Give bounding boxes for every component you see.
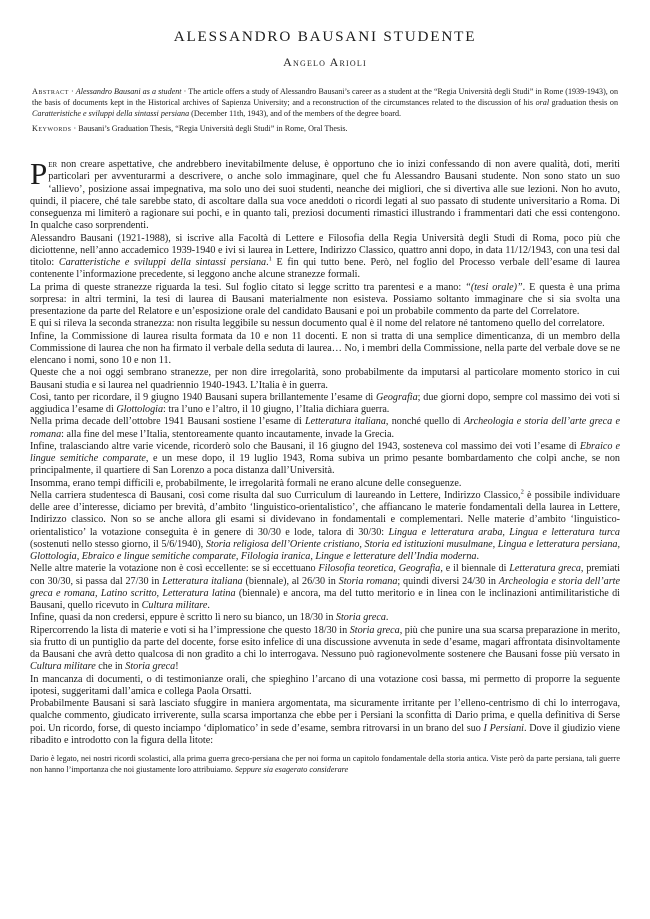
paragraph-text: ! xyxy=(175,661,179,673)
paragraph-text: . xyxy=(476,551,479,562)
paragraph xyxy=(30,416,620,441)
paragraph-text: ; due giorni dopo, sempre col massimo dei voti si aggiudica l’esame di xyxy=(30,391,620,415)
paragraph-text: Nelle altre materie la votazione non è così eccellente: se si eccettuano xyxy=(30,563,319,575)
italic-text: Filosofia teoretica, Geografia xyxy=(318,563,441,575)
thesis-title: Caratteristiche e sviluppi della sintassi persiana xyxy=(58,257,267,268)
paragraph xyxy=(30,698,620,747)
paragraph-text: non creare aspettative, che andrebbero inevitabilmente deluse, è opportuno che io inizi confessando di non avere qualità, doti, meriti particolari per avventurarmi a descrivere, o anche solo immaginare, quel che fu Alessandro Bausani studente. Non sono stato un suo ‘allievo’, posizione assai impegnativa, ma solo uno dei suoi studenti, neanche dei migliori, che si divertiva alle sue lezioni. Non ho avuto, quindi, il piacere, ché tale sarebbe stato, di ascoltare dalla sua voce aneddoti o ricordi legati al suo passato di studente universitario a Roma. Di conseguenza mi limiterò a ragionare sui pochi, e in quanto tali, preziosi documenti rimastici illustrando i frammentari dati che essi contengono. In qualche caso sorprendenti. xyxy=(30,159,620,232)
paragraph-text: (biennale) e ancora, ma del tutto meritorio e in linea con le inclinazioni antimilitaristiche di Bausani, quello ricevuto in xyxy=(30,587,620,611)
paragraph-text: Alessandro Bausani (1921-1988), si iscrive alla Facoltà di Lettere e Filosofia della Regia Università degli Studi di Roma, poco più che diciottenne, nell’anno accademico 1939-1940 e ivi si laurea in Lettere, Indirizzo Classico, quattro anni dopo, in data 11/12/1943, con una tesi dal titolo: xyxy=(30,232,620,268)
paragraph-text: (biennale), al 26/30 in xyxy=(242,575,339,587)
paragraph: Queste che a noi oggi sembrano stranezze, per non dire irregolarità, sono probabilmente da imputarsi al particolare momento storico in cui Bausani studia e si laurea nel quadriennio 1940-1943. L’Italia è in guerra. xyxy=(30,367,620,391)
paragraph-text: La prima di queste stranezze riguarda la tesi. Sul foglio citato si legge scritto tra parentesi e a mano: xyxy=(30,281,466,293)
italic-text: Storia greca xyxy=(349,624,400,636)
abstract-text: · The article offers a study of Alessandro Bausani’s career as a student at the “Regia Università degli Studi” in Rome (1939-1943), on the basis of documents kept in the Historical archives of Sapienza University; and a reconstruction of the circumstances related to the discussion of his xyxy=(32,87,618,107)
paragraph-text: : alla fine del mese l’Italia, stentoreamente quanto incautamente, invade la Grecia. xyxy=(61,428,394,440)
paragraph-text: , e un mese dopo, il 19 luglio 1943, Roma subiva un primo pesante bombardamento che colpì anche, se non principalmente, il quartiere di San Lorenzo a poca distanza dall’Università. xyxy=(30,453,620,477)
abstract-english-title: Alessandro Bausani as a student xyxy=(75,87,182,96)
keywords-text: Bausani’s Graduation Thesis, “Regia Università degli Studi” in Rome, Oral Thesis. xyxy=(78,124,348,133)
italic-text: Storia religiosa dell’Oriente cristiano, Storia ed istituzioni musulmane, Lingua e letteratura persiana, Glottologia, Ebraico e lingue semitiche comparate, Filologia iranica, Lingue e letterature dell’India moderna xyxy=(30,538,620,562)
paragraph-text: Infine, quasi da non credersi, eppure è scritto lì nero su bianco, un 18/30 in xyxy=(30,612,336,624)
paragraph-text: che in xyxy=(95,661,126,673)
paragraph xyxy=(30,156,620,233)
paragraph xyxy=(30,563,620,612)
abstract-thesis-title: Caratteristiche e sviluppi della sintassi persiana xyxy=(32,109,190,118)
footnote-ref[interactable]: 1 xyxy=(268,255,272,263)
paragraph xyxy=(30,612,620,624)
italic-text: Glottologia xyxy=(116,404,164,415)
italic-text: Cultura militare xyxy=(30,661,96,673)
paragraph xyxy=(30,441,620,478)
paragraph xyxy=(30,233,620,282)
paragraph-text: : tra l’uno e l’altro, il 10 giugno, l’Italia dichiara guerra. xyxy=(163,404,390,415)
paragraph-text: è possibile individuare delle aree d’interesse, diciamo per brevità, d’ambito ‘linguistico-orientalistico’, che affiancano le materie fondamentali della laurea in Lettere, Indirizzo classico. Non so se anche allora gli esami si dividevano in fondamentali e complementari. Nelle materie d’ambito ‘linguistico-orientalistico’ la votazione conseguita è in genere di 30/30 e lode, talora di 30/30: xyxy=(30,489,621,538)
paragraph xyxy=(30,392,620,417)
italic-text: Ebraico e lingue semitiche comparate xyxy=(30,440,620,464)
paragraph-text: . E questa è una prima sorpresa: in altri termini, la tesi di laurea di Bausani materialmente non esisteva. Possiamo soltanto immaginare che si sia svolta una presentazione da parte del Relatore e un’esposizione orale del candidato Bausani e poi un probabile commento da parte del Correlatore. xyxy=(30,281,620,317)
italic-text: Cultura militare xyxy=(141,600,208,611)
paragraph: Infine, la Commissione di laurea risulta formata da 10 e non 11 docenti. E non si tratta di una semplice dimenticanza, di un membro della Commissione di laurea che non ha firmato il verbale della seduta di laurea… No, i membri della Commissione, nella parte del verbale dove se ne elencano i nomi, sono 10 e non 11. xyxy=(30,330,620,366)
abstract-label: Abstract xyxy=(32,87,69,96)
opening-smallcaps: er xyxy=(48,159,58,170)
paragraph xyxy=(30,625,620,674)
paragraph-text: ; quindi diversi 24/30 in xyxy=(397,575,499,587)
keywords-label: Keywords xyxy=(32,124,72,133)
italic-text: Letteratura greca xyxy=(509,563,581,575)
paragraph-text: (sostenuti nello stesso giorno, il 5/6/1940), xyxy=(30,538,206,550)
paragraph-text: Infine, tralasciando altre varie vicende, ricorderò solo che Bausani, il 16 giugno del 1943, sosteneva col massimo dei voti l’esame di xyxy=(30,440,580,452)
paragraph-text: . xyxy=(207,600,210,611)
quote-text-span: Dario è legato, nei nostri ricordi scolastici, alla prima guerra greco-persiana che per noi forma un capitolo fondamentale della storia antica. Viste però da parte persiana, tali guerre non hanno l’importanza che noi giustamente loro attribuiamo. xyxy=(30,754,620,774)
italic-text: Letteratura italiana xyxy=(162,575,243,587)
paragraph-text: Probabilmente Bausani si sarà lasciato sfuggire in maniera argomentata, ma sicuramente irritante per l’elleno-centrismo di chi lo interrogava, qualche commento, giudicato irriverente, sulla scarsa importanza che ebbe per i Persiani la sconfitta di Dario prima, e quella definitiva di Serse poi. Un ricordo, forse, di questo inciampo ‘diplomatico’ in sede d’esame, sembra ritrovarsi in un brano del suo xyxy=(30,698,620,734)
italic-text: Archeologia e storia dell’arte greca e romana xyxy=(30,416,620,440)
paragraph: E qui si rileva la seconda stranezza: non risulta leggibile su nessun documento qual è il nome del relatore né tantomeno quello del correlatore. xyxy=(30,318,605,330)
paragraph xyxy=(30,282,620,319)
paragraph-text: . xyxy=(385,612,389,624)
book-title: I Persiani xyxy=(483,722,524,734)
paragraph-text: , e il biennale di xyxy=(440,563,510,575)
abstract-text: (December 11th, 1943), and of the members of the degree board. xyxy=(189,109,402,118)
footnote-ref[interactable]: 2 xyxy=(520,488,524,496)
italic-text: “(tesi orale)” xyxy=(465,281,523,293)
italic-text: Lingua e letteratura araba, Lingua e letteratura turca xyxy=(388,526,620,538)
paragraph: Insomma, erano tempi difficili e, probabilmente, le irregolarità formali ne erano alcune delle conseguenze. xyxy=(30,477,462,489)
paragraph-text: E fin qui tutto bene. Però, nel foglio del Processo verbale dell’esame di laurea contenente l’informazione precedente, si leggono anche alcune stranezze formali. xyxy=(30,257,620,281)
paragraph-text: Nella prima decade dell’ottobre 1941 Bausani sostiene l’esame di xyxy=(30,416,306,428)
article-body xyxy=(30,156,621,747)
keywords-separator: · xyxy=(71,124,79,133)
paragraph-text: . Dove il giudizio viene ribadito e introdotto con la figura della litote: xyxy=(30,722,621,746)
italic-text: Storia romana xyxy=(338,575,398,587)
abstract-text: graduation thesis on xyxy=(549,98,619,107)
abstract xyxy=(32,86,618,119)
keywords xyxy=(32,123,618,134)
paragraph: In mancanza di documenti, o di testimonianze orali, che spieghino l’arcano di una votazione così bassa, mi permetto di proporre la seguente ipotesi, suggeritami dall’amica e collega Paola Orsatti. xyxy=(30,673,620,697)
drop-cap: P xyxy=(30,156,48,191)
abstract-separator: · xyxy=(68,87,76,96)
paragraph-text: , premiati con 30/30, si passa dal 27/30 in xyxy=(30,563,620,587)
paragraph-text: Ripercorrendo la lista di materie e voti si ha l’impressione che questo 18/30 in xyxy=(30,624,350,636)
abstract-oral: oral xyxy=(535,98,550,107)
quote-text xyxy=(30,753,620,775)
quote-italic: Seppure sia esagerato considerare xyxy=(234,765,349,774)
article-title: ALESSANDRO BAUSANI STUDENTE xyxy=(173,28,477,45)
italic-text: Storia greca xyxy=(125,661,176,673)
paragraph-text: Nella carriera studentesca di Bausani, così come risulta dal suo Curriculum di laureando in Lettere, Indirizzo Classico, xyxy=(30,489,521,501)
italic-text: Archeologia e storia dell’arte greca e romana, Latino scritto, Letteratura latina xyxy=(30,575,620,599)
paragraph-text: , nonché quello di xyxy=(385,416,464,428)
paragraph-text: . xyxy=(266,257,269,268)
paragraph xyxy=(30,490,620,564)
author-name: Angelo Arioli xyxy=(283,55,367,69)
italic-text: Letteratura italiana xyxy=(305,416,386,428)
block-quote xyxy=(30,753,620,775)
italic-text: Storia greca xyxy=(335,612,386,624)
paragraph-text: Così, tanto per ricordare, il 9 giugno 1940 Bausani supera brillantemente l’esame di xyxy=(30,391,377,403)
italic-text: Geografia xyxy=(376,391,418,403)
paragraph-text: , più che punire una sua scarsa preparazione in merito, sia frutto di un puntiglio da parte del docente, forse esito infelice di una discussione avvenuta in sede d’esame, magari affrontata disinvoltamente da Bausani che avrà detto qualcosa di non gradito a chi lo interrogava. Nessuno può ragionevolmente sostenere che Bausani fosse più versato in xyxy=(30,624,620,660)
